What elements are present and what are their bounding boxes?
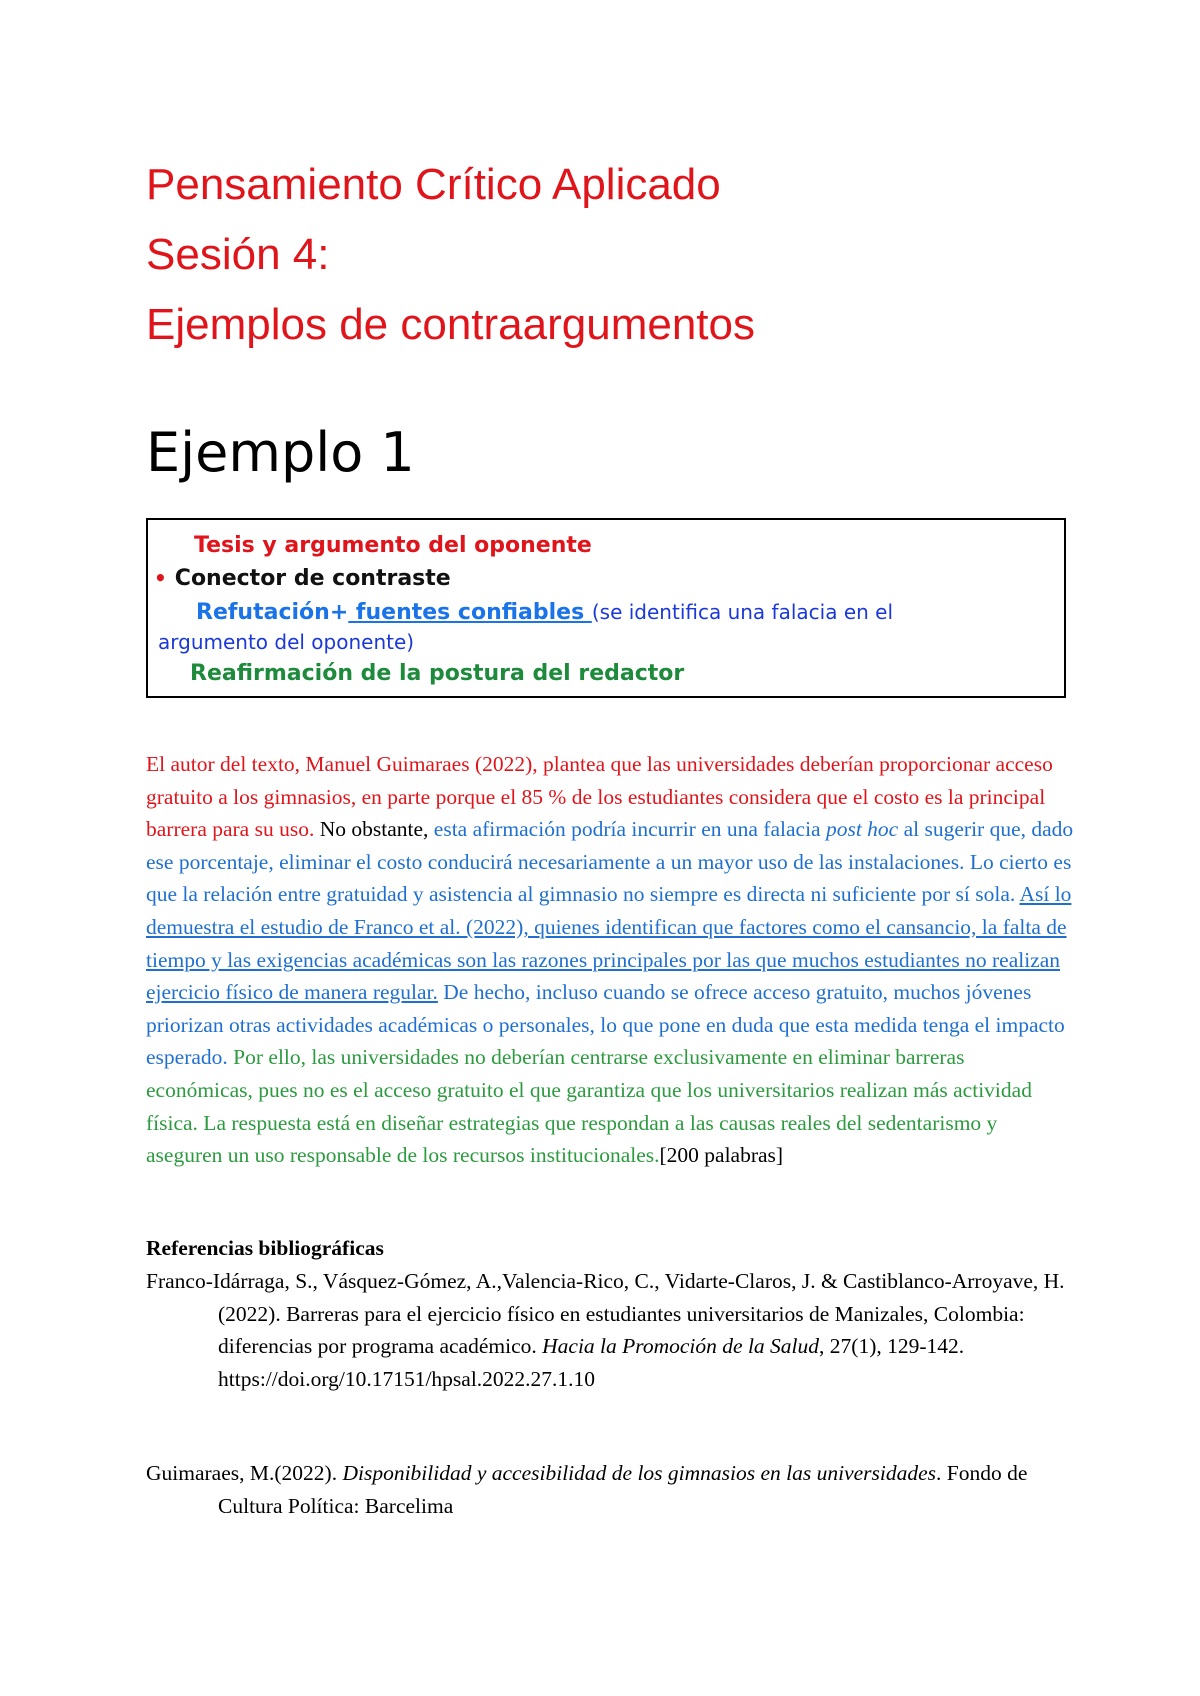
- reference-2-title: Disponibilidad y accesibilidad de los gimnasios en las universidades: [342, 1461, 937, 1485]
- word-count: [200 palabras]: [659, 1143, 784, 1168]
- legend-refutation: [196, 596, 893, 629]
- references-heading: Referencias bibliográficas: [146, 1236, 384, 1260]
- refutation-text-c: De hecho, incluso cuando se ofrece acceso gratuito, muchos jóvenes priorizan otras actividades académicas o personales, lo que pone en duda que esta medida tenga el impacto esperado.: [146, 980, 1065, 1070]
- reference-2-text-a: Guimaraes, M.(2022).: [146, 1461, 343, 1485]
- legend-connector: [154, 562, 451, 595]
- color-legend-box: [146, 518, 1066, 698]
- source-citation-link[interactable]: Así lo demuestra el estudio de Franco et al. (2022), quienes identifican que factores como el cansancio, la falta de tiempo y las exigencias académicas son las razones principales por las que muchos estudiantes no realizan ejercicio físico de manera regular.: [146, 882, 1072, 1005]
- contrast-connector-text: No obstante,: [314, 817, 429, 842]
- legend-fallacy-note-cont: argumento del oponente): [158, 630, 415, 654]
- reference-1-text-b: , 27(1), 129-142. https://doi.org/10.17151/hpsal.2022.27.1.10: [218, 1334, 965, 1391]
- legend-fallacy-note: (se identifica una falacia en el: [591, 600, 894, 624]
- bullet-icon: •: [154, 566, 167, 590]
- document-title: [146, 150, 755, 360]
- legend-connector-label: Conector de contraste: [174, 566, 451, 591]
- reference-1-journal: Hacia la Promoción de la Salud: [542, 1334, 820, 1358]
- reference-item: [146, 1457, 1066, 1522]
- post-hoc-term: post hoc: [825, 817, 899, 842]
- argument-paragraph: [146, 748, 1076, 1172]
- course-title: Pensamiento Crítico Aplicado: [146, 160, 721, 209]
- topic-title: Ejemplos de contraargumentos: [146, 300, 755, 349]
- reference-2-text-b: . Fondo de Cultura Política: Barcelima: [218, 1461, 1028, 1518]
- reference-item: [146, 1265, 1066, 1395]
- session-title: Sesión 4:: [146, 230, 330, 279]
- legend-sources-label: fuentes confiables: [348, 600, 592, 625]
- refutation-text-a: esta afirmación podría incurrir en una falacia: [428, 817, 826, 842]
- opponent-thesis-text: El autor del texto, Manuel Guimaraes (2022), plantea que las universidades deberían proporcionar acceso gratuito a los gimnasios, en parte porque el 85 % de los estudiantes considera que el costo es la principal barrera para su uso.: [146, 752, 1053, 842]
- legend-thesis: Tesis y argumento del oponente: [194, 533, 592, 558]
- legend-reaffirmation: Reafirmación de la postura del redactor: [190, 661, 685, 686]
- reference-1-text-a: Franco-Idárraga, S., Vásquez-Gómez, A.,Valencia-Rico, C., Vidarte-Claros, J. & Castiblanco-Arroyave, H. (2022). Barreras para el ejercicio físico en estudiantes universitarios de Manizales, Colombia: diferencias por programa académico.: [146, 1269, 1065, 1358]
- example-heading: Ejemplo 1: [146, 421, 415, 484]
- legend-refutation-label: Refutación+: [196, 600, 349, 625]
- reaffirmation-text: Por ello, las universidades no deberían centrarse exclusivamente en eliminar barreras económicas, pues no es el acceso gratuito el que garantiza que los universitarios realizan más actividad física. La respuesta está en diseñar estrategias que respondan a las causas reales del sedentarismo y aseguren un uso responsable de los recursos institucionales.: [146, 1045, 1032, 1168]
- refutation-text-b: al sugerir que, dado ese porcentaje, eliminar el costo conducirá necesariamente a un mayor uso de las instalaciones. Lo cierto es que la relación entre gratuidad y asistencia al gimnasio no siempre es directa ni suficiente por sí sola.: [146, 817, 1074, 907]
